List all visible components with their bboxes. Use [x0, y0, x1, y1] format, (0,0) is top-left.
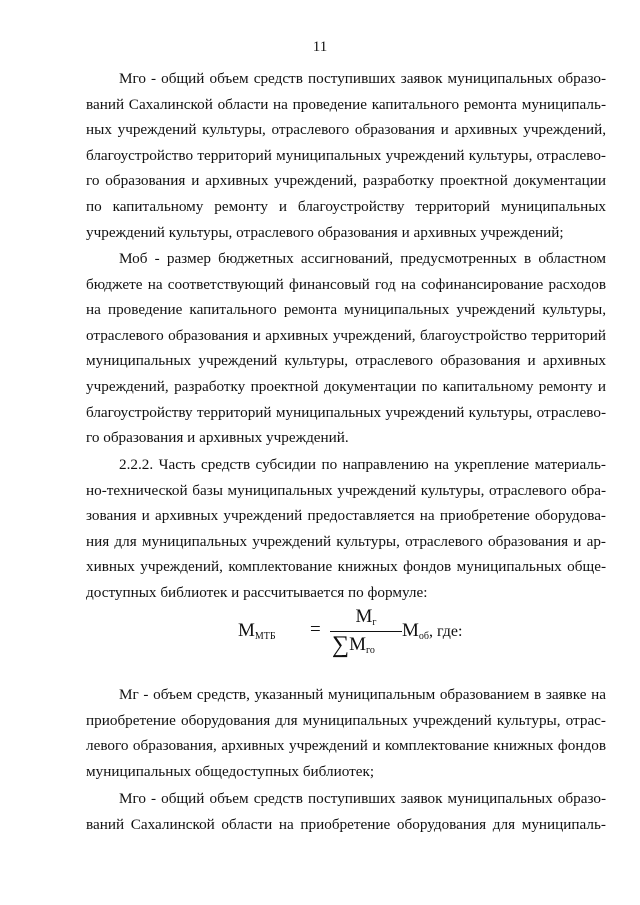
text-line: по капитальному ремонту и благоустройству территорий муниципальных — [86, 197, 606, 215]
text-line: но-технической базы муниципальных учреждений культуры, отраслевого обра- — [86, 481, 606, 499]
text-line: муниципальных учреждений культуры, отраслевого образования и архивных — [86, 352, 606, 370]
text-line: ваний Сахалинской области на проведение капитального ремонта муниципаль- — [86, 95, 606, 113]
text-line: учреждений, разработку проектной документации по капитальному ремонту и — [86, 377, 606, 395]
text-line: ния для муниципальных учреждений культуры, отраслевого образования и ар- — [86, 532, 606, 550]
text-line: муниципальных общедоступных библиотек; — [86, 762, 375, 780]
text-line: ных учреждений культуры, отраслевого образования и архивных учреждений, — [86, 121, 606, 139]
paragraph-mgo-equipment-definition — [86, 786, 606, 837]
formula-numerator-subscript: г — [372, 617, 377, 628]
text-line: хивных учреждений, комплектование книжных фондов муниципальных обще- — [86, 558, 606, 576]
formula-lhs — [238, 620, 276, 642]
formula-denominator — [332, 632, 375, 659]
formula-multiplier-symbol: М — [402, 620, 419, 641]
paragraph-mgo-definition — [86, 66, 606, 245]
text-line: Мго - общий объем средств поступивших заявок муниципальных образо- — [119, 70, 606, 87]
formula-trailing-text: , где: — [429, 623, 463, 640]
text-line: го образования и архивных учреждений. — [86, 429, 349, 447]
text-line: доступных библиотек и рассчитывается по формуле: — [86, 583, 428, 601]
text-line: ваний Сахалинской области на приобретение оборудования для муниципаль- — [86, 815, 606, 833]
formula-fraction — [330, 606, 402, 660]
formula-lhs-symbol: М — [238, 620, 255, 641]
formula-tail — [402, 620, 462, 642]
text-line: благоустройству территорий муниципальных учреждений культуры, отраслево- — [86, 403, 606, 421]
text-line: Мго - общий объем средств поступивших заявок муниципальных образо- — [119, 790, 606, 807]
formula-denominator-subscript: го — [366, 645, 375, 656]
formula-equals: = — [310, 619, 321, 640]
text-line: бюджете на соответствующий финансовый год на софинансирование расходов — [86, 275, 606, 293]
formula-lhs-subscript: МТБ — [254, 631, 276, 642]
paragraph-mob-definition — [86, 246, 606, 451]
text-line: 2.2.2. Часть средств субсидии по направлению на укрепление материаль- — [119, 456, 606, 473]
text-line: на проведение капитального ремонта муниципальных учреждений культуры, — [86, 301, 606, 319]
text-line: зования и архивных учреждений предоставляется на приобретение оборудова- — [86, 507, 606, 525]
page-number: 11 — [312, 39, 328, 55]
sum-symbol: ∑ — [332, 632, 350, 658]
formula-multiplier-subscript: об — [418, 631, 429, 642]
text-line: Мг - объем средств, указанный муниципальным образованием в заявке на — [119, 686, 606, 703]
formula-numerator-symbol: М — [355, 606, 373, 627]
text-line: Моб - размер бюджетных ассигнований, предусмотренных в областном — [119, 250, 606, 267]
text-line: благоустройство территорий муниципальных учреждений культуры, отраслево- — [86, 146, 606, 164]
text-line: отраслевого образования и архивных учреждений, благоустройство территорий — [86, 326, 606, 344]
formula-denominator-symbol: М — [349, 634, 367, 655]
paragraph-section-2-2-2 — [86, 452, 606, 606]
paragraph-mg-definition — [86, 682, 606, 784]
text-line: го образования и архивных учреждений, разработку проектной документации — [86, 172, 606, 190]
text-line: левого образования, архивных учреждений и комплектование книжных фондов — [86, 737, 606, 755]
text-line: учреждений культуры, отраслевого образования и архивных учреждений; — [86, 223, 564, 241]
formula-numerator — [330, 606, 402, 628]
text-line: приобретение оборудования для муниципальных учреждений культуры, отрас- — [86, 711, 606, 729]
